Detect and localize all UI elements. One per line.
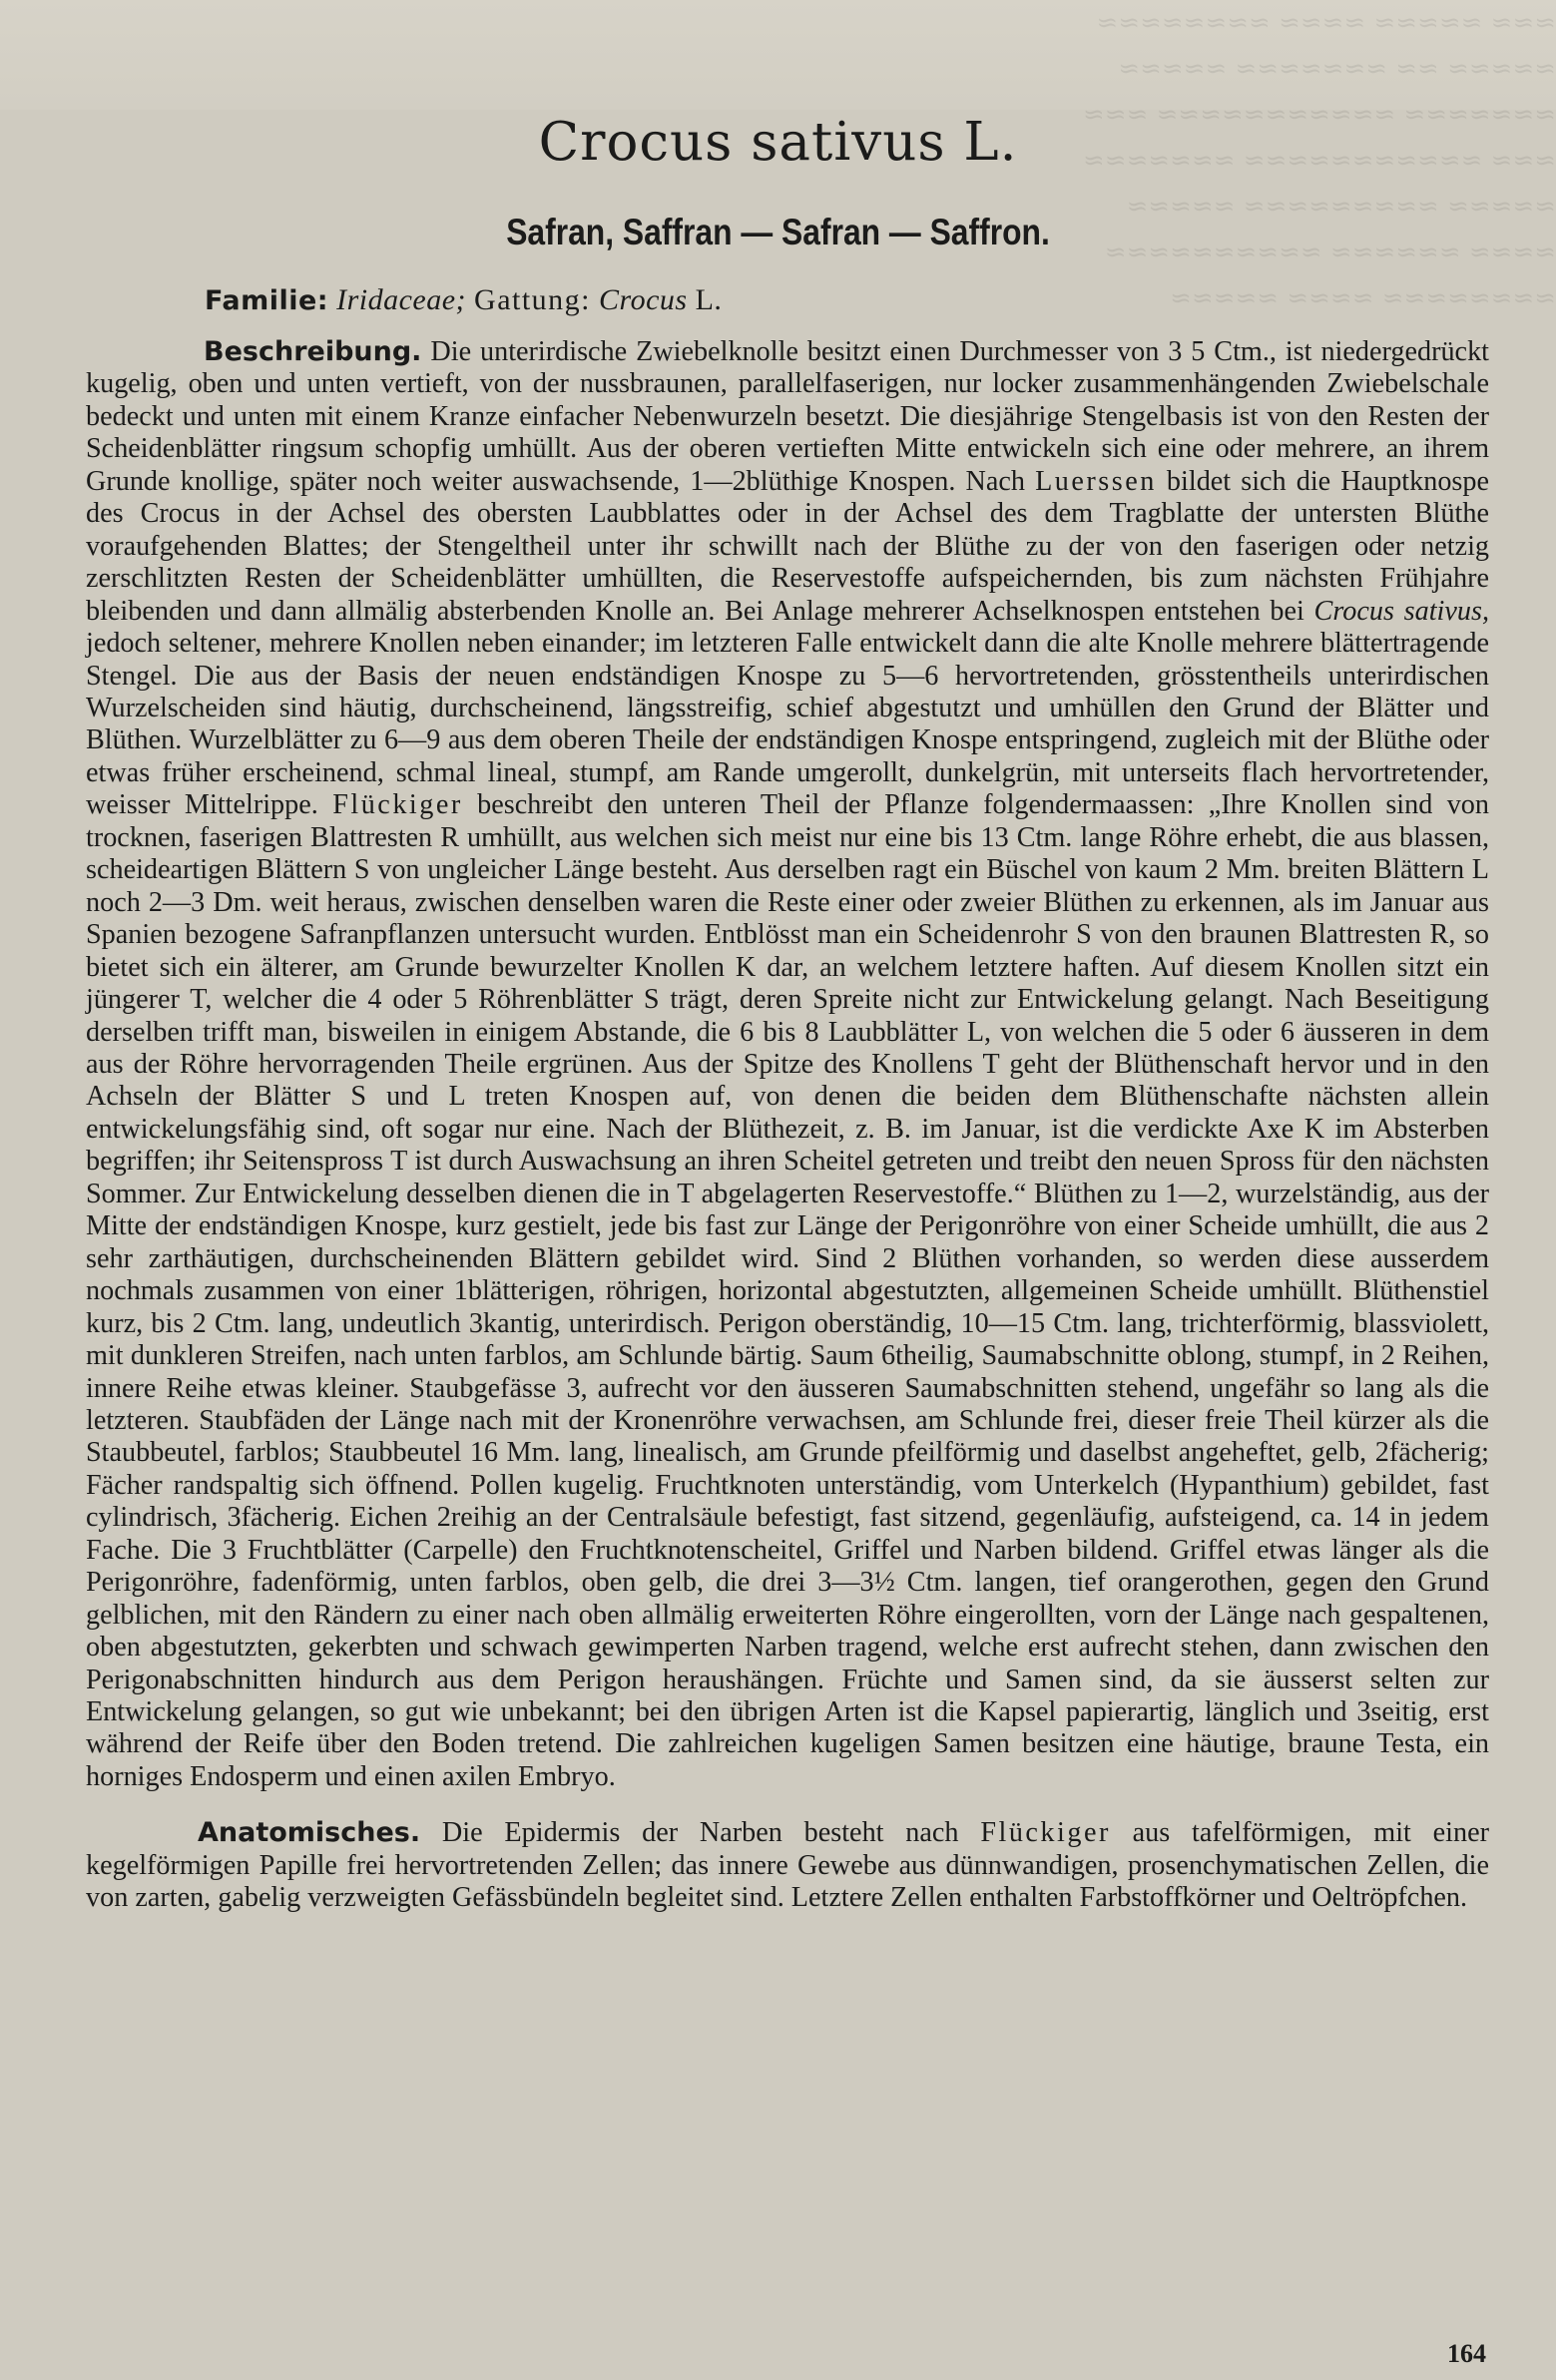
anatomy-paragraph: [86, 1817, 1489, 1914]
taxonomy-line: [205, 283, 722, 317]
description-text-4: beschreibt den unteren Theil der Pflanze folgendermaassen: „Ihre Knollen sind von trocknen, faserigen Blattresten R umhüllt, aus welchen sich meist nur eine bis 13 Ctm. lange Röhre erhebt, die aus blassen, scheideartigen Blättern S von ungleicher Länge besteht. Aus derselben ragt ein Büschel von kaum 2 Mm. breiten Blättern L noch 2—3 Dm. weit heraus, zwischen denselben waren die Reste einer oder zweier Blüthen zu erkennen, als im Januar aus Spanien bezogene Safranpflanzen untersucht wurden. Entblösst man ein Scheidenrohr S von den braunen Blattresten R, so bietet sich ein älterer, am Grunde bewurzelter Knollen K dar, an welchem letztere haften. Auf diesem Knollen sitzt ein jüngerer T, welcher die 4 oder 5 Röhrenblätter S trägt, deren Spreite nicht zur Entwickelung gelangt. Nach Beseitigung derselben trifft man, bisweilen in einigem Abstande, die 6 bis 8 Laubblätter L, von welchen die 5 oder 6 äusseren in dem aus der Röhre hervorragenden Theile ergrünen. Aus der Spitze des Knollens T geht der Blüthenschaft hervor und in den Achseln der Blätter S und L treten Knospen auf, von denen die beiden dem Blüthenschafte nächsten allein entwickelungsfähig sind, oft sogar nur eine. Nach der Blüthezeit, z. B. im Januar, ist die verdickte Axe K im Absterben begriffen; ihr Seitenspross T ist durch Auswachsung an ihren Scheitel getreten und treibt den neuen Spross für den nächsten Sommer. Zur Entwickelung desselben dienen die in T abgelagerten Reservestoffe.“ Blüthen zu 1—2, wurzelständig, aus der Mitte der endständigen Knospe, kurz gestielt, jede bis fast zur Länge der Perigonröhre von einer Scheide umhüllt, die aus 2 sehr zarthäutigen, durchscheinenden Blättern gebildet wird. Sind 2 Blüthen vorhanden, so werden diese ausserdem nochmals zusammen von einer 1blätterigen, röhrigen, horizontal abgestutzten, allgemeinen Scheide umhüllt. Blüthenstiel kurz, bis 2 Ctm. lang, undeutlich 3kantig, unterirdisch. Perigon oberständig, 10—15 Ctm. lang, trichterförmig, blassviolett, mit dunkleren Streifen, nach unten farblos, am Schlunde bärtig. Saum 6theilig, Saumabschnitte oblong, stumpf, in 2 Reihen, innere Reihe etwas kleiner. Staubgefässe 3, aufrecht vor den äusseren Saumabschnitten stehend, ungefähr so lang als die letzteren. Staubfäden der Länge nach mit der Kronenröhre verwachsen, am Schlunde frei, dieser freie Theil kürzer als die Staubbeutel, farblos; Staubbeutel 16 Mm. lang, linealisch, am Grunde pfeilförmig und daselbst angeheftet, gelb, 2fächerig; Fächer randspaltig sich öffnend. Pollen kugelig. Fruchtknoten unterständig, vom Unterkelch (Hypanthium) gebildet, fast cylindrisch, 3fächerig. Eichen 2reihig an der Centralsäule befestigt, fast sitzend, gegenläufig, aufsteigend, ca. 14 in jedem Fache. Die 3 Fruchtblätter (Carpelle) den Fruchtknotenscheitel, Griffel und Narben bildend. Griffel etwas länger als die Perigonröhre, fadenförmig, unten farblos, oben gelb, die drei 3—3½ Ctm. langen, tief orangerothen, gegen den Grund gelblichen, mit den Rändern zu einer nach oben allmälig erweiterten Röhre eingerollten, vorn der Länge nach gespaltenen, oben abgestutzten, gekerbten und schwach gewimperten Narben tragend, welche erst aufrecht stehen, dann zwischen den Perigonabschnitten hindurch aus dem Perigon heraushängen. Früchte und Samen sind, da sie äusserst selten zur Entwickelung gelangen, so gut wie unbekannt; bei den übrigen Arten ist die Kapsel papierartig, länglich und 3seitig, erst während der Reife über den Boden tretend. Die zahlreichen kugeligen Samen besitzen eine häutige, braune Testa, ein horniges Endosperm und einen axilen Embryo.: [86, 789, 1489, 1792]
description-text-3: jedoch seltener, mehrere Knollen neben einander; im letzteren Falle entwickelt dann die alte Knolle mehrere blättertragende Stengel. Die aus der Basis der neuen endständigen Knospe zu 5—6 hervortretenden, grösstentheils unterirdischen Wurzelscheiden sind häutig, durchscheinend, längsstreifig, schief abgestutzt und umhüllen den Grund der Blätter und Blüthen. Wurzelblätter zu 6—9 aus dem oberen Theile der endständigen Knospe entspringend, zugleich mit der Blüthe oder etwas früher erscheinend, schmal lineal, stumpf, am Rande umgerollt, dunkelgrün, mit unterseits flach hervortretender, weisser Mittelrippe.: [86, 628, 1489, 821]
anatomy-heading: Anatomisches.: [198, 1817, 421, 1849]
familie-label: Familie:: [205, 285, 329, 316]
description-paragraph: [86, 336, 1489, 1793]
family-name: Iridaceae;: [336, 283, 467, 316]
genus-name: Crocus: [599, 283, 688, 316]
author-name-flueckiger: Flückiger: [332, 789, 463, 821]
page-number: 164: [1447, 2339, 1486, 2368]
anatomy-author-flueckiger: Flückiger: [980, 1817, 1111, 1849]
description-text-1: Die unterirdische Zwiebelknolle besitzt einen Durchmesser von 3 5 Ctm., ist niedergedrückt kugelig, oben und unten vertieft, von der nussbraunen, parallelfaserigen, nur locker zusammenhängenden Zwiebelschale bedeckt und unten mit einem Kranze einfacher Nebenwurzeln besetzt. Die diesjährige Stengelbasis ist von den Resten der Scheidenblätter ringsum schopfig umhüllt. Aus der oberen vertieften Mitte entwickeln sich eine oder mehrere, an ihrem Grunde knollige, später noch weiter auswachsende, 1—2blüthige Knospen. Nach: [86, 336, 1489, 497]
page-title: Crocus sativus L.: [538, 112, 1018, 173]
author-name-luerssen: Luerssen: [1035, 465, 1157, 497]
description-text-2: bildet sich die Hauptknospe des Crocus in der Achsel des obersten Laubblattes oder in der Achsel des dem Tragblatte der untersten Blüthe voraufgehenden Blattes; der Stengeltheil unter ihr schwillt nach der Blüthe zu der von den faserigen oder netzig zerschlitzten Resten der Scheidenblätter umhüllten, die Reservestoffe aufspeichernden, bis zum nächsten Frühjahre bleibenden und dann allmälig absterbenden Knolle an. Bei Anlage mehrerer Achselknospen entstehen bei: [86, 465, 1489, 627]
bleed-through-text: ≈≈≈ ≈≈≈≈≈ ≈≈≈≈ ≈≈≈≈≈≈≈≈ ≈≈≈≈≈ ≈≈ ≈≈≈≈≈≈≈ ≈≈≈≈≈ ≈≈≈≈≈≈≈ ≈≈≈≈≈≈≈≈≈≈≈ ≈≈≈ ≈≈≈ ≈≈≈≈≈≈≈≈≈≈≈ ≈≈≈≈≈≈≈ ≈≈≈≈≈ ≈≈≈≈≈≈≈≈≈ ≈≈≈≈≈ ≈≈≈≈ ≈≈≈≈≈≈ ≈≈≈≈≈≈≈≈≈≈ ≈≈≈≈≈≈≈≈ ≈≈≈≈ ≈≈≈≈≈: [1082, 8, 1556, 313]
species-name-inline: Crocus sativus,: [1313, 595, 1489, 627]
description-heading: Beschreibung.: [204, 336, 422, 367]
common-names-subtitle: Safran, Saffran — Safran — Saffron.: [506, 212, 1050, 252]
anatomy-text-1: Die Epidermis der Narben besteht nach: [420, 1817, 981, 1849]
genus-author: L.: [695, 283, 723, 316]
body-text: [86, 336, 1489, 1915]
anatomy-text-2: aus tafelförmigen, mit einer kegelförmigen Papille frei hervortretenden Zellen; das innere Gewebe aus dünnwandigen, prosenchymatischen Zellen, die von zarten, gabelig verzweigten Gefässbündeln begleitet sind. Letztere Zellen enthalten Farbstoffkörner und Oeltröpfchen.: [86, 1817, 1489, 1914]
gattung-label: Gattung:: [474, 283, 592, 316]
